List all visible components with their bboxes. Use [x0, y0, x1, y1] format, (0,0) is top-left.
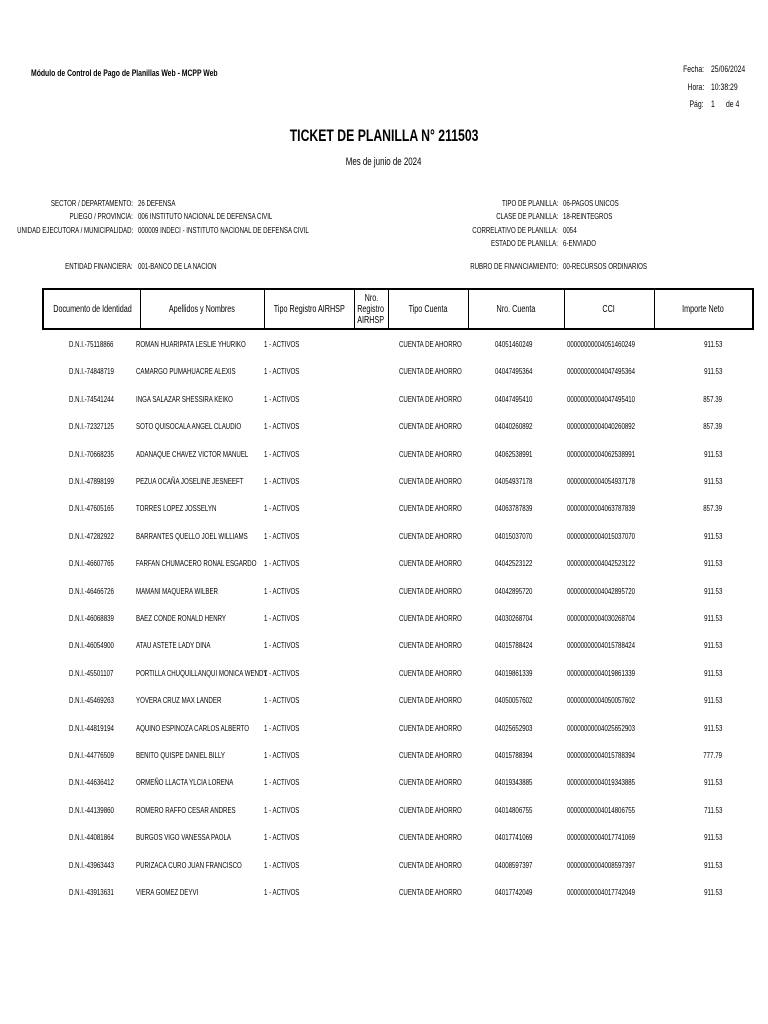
- cell-cci: 00000000004042895720: [567, 585, 636, 596]
- cell-importe: 711.53: [703, 804, 722, 815]
- cell-importe: 911.53: [703, 476, 722, 486]
- meta-label-sector: SECTOR / DEPARTAMENTO:: [50, 198, 133, 208]
- cell-tipo-cuenta: CUENTA DE AHORRO: [399, 476, 462, 486]
- meta-label-estado: ESTADO DE PLANILLA:: [491, 238, 558, 248]
- table-header: [42, 288, 754, 330]
- cell-doc: D.N.I.-45469263: [69, 695, 114, 706]
- cell-cci: 00000000004019343885: [567, 777, 636, 788]
- cell-nro-cuenta: 04051460249: [495, 339, 533, 349]
- meta-label-pliego: PLIEGO / PROVINCIA:: [69, 211, 133, 221]
- cell-tipo-cuenta: CUENTA DE AHORRO: [399, 887, 462, 897]
- table-row: [0, 467, 768, 494]
- cell-name: BENITO QUISPE DANIEL BILLY: [136, 750, 225, 760]
- cell-tipo-registro: 1 - ACTIVOS: [264, 859, 300, 870]
- cell-tipo-registro: 1 - ACTIVOS: [264, 832, 300, 843]
- cell-importe: 911.53: [703, 695, 722, 706]
- cell-cci: 00000000004014806755: [567, 804, 636, 815]
- table-row: [0, 659, 768, 686]
- table-row: [0, 851, 768, 878]
- cell-tipo-registro: 1 - ACTIVOS: [264, 558, 300, 569]
- fecha-line: [640, 64, 760, 76]
- cell-tipo-cuenta: CUENTA DE AHORRO: [399, 640, 462, 651]
- cell-name: BURGOS VIGO VANESSA PAOLA: [136, 832, 232, 843]
- cell-doc: D.N.I.-74848719: [69, 366, 114, 377]
- cell-importe: 911.53: [703, 585, 722, 596]
- cell-name: PORTILLA CHUQUILLANQUI MONICA WENDY: [136, 667, 268, 678]
- table-row: [0, 412, 768, 439]
- meta-label-correlativo: CORRELATIVO DE PLANILLA:: [472, 225, 558, 235]
- col-header-tipo-registro: Tipo Registro AIRHSP: [273, 303, 345, 315]
- table-row: [0, 494, 768, 521]
- cell-doc: D.N.I.-47282922: [69, 530, 114, 541]
- cell-doc: D.N.I.-43913631: [69, 887, 114, 897]
- cell-name: SOTO QUISOCALA ANGEL CLAUDIO: [136, 421, 242, 432]
- cell-tipo-registro: 1 - ACTIVOS: [264, 503, 300, 514]
- cell-tipo-registro: 1 - ACTIVOS: [264, 613, 300, 623]
- cell-cci: 00000000004017741069: [567, 832, 636, 843]
- module-title: [31, 68, 290, 79]
- cell-tipo-registro: 1 - ACTIVOS: [264, 421, 300, 432]
- cell-tipo-cuenta: CUENTA DE AHORRO: [399, 503, 462, 514]
- cell-importe: 911.53: [703, 859, 722, 870]
- cell-doc: D.N.I.-46054900: [69, 640, 114, 651]
- cell-tipo-cuenta: CUENTA DE AHORRO: [399, 777, 462, 788]
- cell-tipo-registro: 1 - ACTIVOS: [264, 750, 300, 760]
- hora-value: 10:38:29: [711, 82, 738, 93]
- cell-name: YOVERA CRUZ MAX LANDER: [136, 695, 222, 706]
- cell-nro-cuenta: 04054937178: [495, 476, 533, 486]
- cell-tipo-cuenta: CUENTA DE AHORRO: [399, 859, 462, 870]
- meta-label-entidad: ENTIDAD FINANCIERA:: [65, 261, 133, 271]
- hora-line: [640, 82, 760, 94]
- cell-importe: 911.53: [703, 366, 722, 377]
- cell-cci: 00000000004054937178: [567, 476, 636, 486]
- meta-value-pliego: 006 INSTITUTO NACIONAL DE DEFENSA CIVIL: [138, 211, 273, 221]
- month-subtitle-text: Mes de junio de 2024: [346, 156, 422, 168]
- table-row: [0, 686, 768, 713]
- table-row: [0, 823, 768, 850]
- cell-tipo-registro: 1 - ACTIVOS: [264, 804, 300, 815]
- fecha-value: 25/06/2024: [711, 64, 746, 75]
- cell-doc: D.N.I.-44636412: [69, 777, 114, 788]
- cell-importe: 857.39: [703, 503, 722, 514]
- cell-doc: D.N.I.-46607765: [69, 558, 114, 569]
- cell-name: VIERA GOMEZ DEYVI: [136, 887, 199, 897]
- cell-tipo-cuenta: CUENTA DE AHORRO: [399, 339, 462, 349]
- cell-tipo-cuenta: CUENTA DE AHORRO: [399, 585, 462, 596]
- table-row: [0, 714, 768, 741]
- cell-tipo-cuenta: CUENTA DE AHORRO: [399, 366, 462, 377]
- cell-doc: D.N.I.-74541244: [69, 393, 114, 404]
- cell-doc: D.N.I.-44139860: [69, 804, 114, 815]
- fecha-label: Fecha:: [683, 64, 704, 75]
- cell-nro-cuenta: 04047495410: [495, 393, 533, 404]
- table-row: [0, 631, 768, 658]
- cell-nro-cuenta: 04015037070: [495, 530, 533, 541]
- cell-name: ORMEÑO LLACTA YLCIA LORENA: [136, 777, 234, 788]
- cell-cci: 00000000004063787839: [567, 503, 636, 514]
- col-header-importe: Importe Neto: [682, 303, 724, 315]
- cell-nro-cuenta: 04019861339: [495, 667, 533, 678]
- table-row: [0, 768, 768, 795]
- cell-tipo-cuenta: CUENTA DE AHORRO: [399, 695, 462, 706]
- cell-tipo-cuenta: CUENTA DE AHORRO: [399, 393, 462, 404]
- cell-importe: 911.53: [703, 448, 722, 459]
- cell-importe: 911.53: [703, 640, 722, 651]
- cell-tipo-registro: 1 - ACTIVOS: [264, 777, 300, 788]
- col-header-tipo-cuenta: Tipo Cuenta: [408, 303, 448, 315]
- cell-importe: 911.53: [703, 558, 722, 569]
- cell-importe: 911.53: [703, 777, 722, 788]
- page-value: 1: [711, 99, 715, 110]
- table-row: [0, 796, 768, 823]
- cell-tipo-cuenta: CUENTA DE AHORRO: [399, 750, 462, 760]
- cell-cci: 00000000004008597397: [567, 859, 636, 870]
- cell-tipo-cuenta: CUENTA DE AHORRO: [399, 448, 462, 459]
- cell-cci: 00000000004030268704: [567, 613, 636, 623]
- cell-name: ADANAQUE CHAVEZ VICTOR MANUEL: [136, 448, 249, 459]
- page-line: [640, 99, 760, 111]
- cell-name: PEZUA OCAÑA JOSELINE JESNEEFT: [136, 476, 244, 486]
- cell-nro-cuenta: 04008597397: [495, 859, 533, 870]
- cell-name: PURIZACA CURO JUAN FRANCISCO: [136, 859, 242, 870]
- cell-tipo-registro: 1 - ACTIVOS: [264, 530, 300, 541]
- cell-nro-cuenta: 04019343885: [495, 777, 533, 788]
- cell-name: INGA SALAZAR SHESSIRA KEIKO: [136, 393, 233, 404]
- cell-doc: D.N.I.-46466726: [69, 585, 114, 596]
- hora-label: Hora:: [687, 82, 704, 93]
- cell-cci: 00000000004017742049: [567, 887, 636, 897]
- module-title-text: Módulo de Control de Pago de Planillas Web - MCPP Web: [31, 68, 218, 79]
- cell-cci: 00000000004047495364: [567, 366, 636, 377]
- cell-name: ATAU ASTETE LADY DINA: [136, 640, 211, 651]
- cell-tipo-cuenta: CUENTA DE AHORRO: [399, 613, 462, 623]
- cell-name: ROMAN HUARIPATA LESLIE YHURIKO: [136, 339, 246, 349]
- cell-importe: 911.53: [703, 530, 722, 541]
- cell-importe: 777.79: [703, 750, 722, 760]
- cell-name: ROMERO RAFFO CESAR ANDRES: [136, 804, 236, 815]
- cell-name: BARRANTES QUELLO JOEL WILLIAMS: [136, 530, 248, 541]
- meta-value-entidad: 001-BANCO DE LA NACION: [138, 261, 217, 271]
- cell-nro-cuenta: 04030268704: [495, 613, 533, 623]
- table-row: [0, 440, 768, 467]
- cell-cci: 00000000004040260892: [567, 421, 636, 432]
- cell-nro-cuenta: 04015788424: [495, 640, 533, 651]
- col-header-nro-registro: Nro. Registro AIRHSP: [357, 292, 385, 326]
- cell-doc: D.N.I.-44081864: [69, 832, 114, 843]
- cell-tipo-registro: 1 - ACTIVOS: [264, 722, 300, 733]
- cell-importe: 911.53: [703, 613, 722, 623]
- table-row: [0, 522, 768, 549]
- cell-cci: 00000000004015788424: [567, 640, 636, 651]
- cell-importe: 857.39: [703, 421, 722, 432]
- cell-nro-cuenta: 04042895720: [495, 585, 533, 596]
- cell-nro-cuenta: 04014806755: [495, 804, 533, 815]
- cell-tipo-registro: 1 - ACTIVOS: [264, 366, 300, 377]
- cell-tipo-registro: 1 - ACTIVOS: [264, 585, 300, 596]
- meta-value-tipo-planilla: 06-PAGOS UNICOS: [563, 198, 619, 208]
- cell-doc: D.N.I.-46068839: [69, 613, 114, 623]
- col-header-doc: Documento de Identidad: [52, 303, 132, 315]
- cell-cci: 00000000004042523122: [567, 558, 636, 569]
- cell-tipo-cuenta: CUENTA DE AHORRO: [399, 722, 462, 733]
- col-header-nro-cuenta: Nro. Cuenta: [496, 303, 536, 315]
- cell-doc: D.N.I.-43963443: [69, 859, 114, 870]
- cell-doc: D.N.I.-44776509: [69, 750, 114, 760]
- table-row: [0, 577, 768, 604]
- cell-cci: 00000000004051460249: [567, 339, 636, 349]
- cell-name: FARFAN CHUMACERO RONAL ESGARDO: [136, 558, 257, 569]
- cell-tipo-cuenta: CUENTA DE AHORRO: [399, 667, 462, 678]
- cell-importe: 911.53: [703, 339, 722, 349]
- col-header-cci: CCI: [602, 303, 616, 315]
- cell-doc: D.N.I.-44819194: [69, 722, 114, 733]
- table-row: [0, 604, 768, 631]
- cell-name: AQUINO ESPINOZA CARLOS ALBERTO: [136, 722, 250, 733]
- meta-value-rubro: 00-RECURSOS ORDINARIOS: [563, 261, 648, 271]
- ticket-title-text: TICKET DE PLANILLA N° 211503: [289, 126, 479, 145]
- table-row: [0, 878, 768, 905]
- table-row: [0, 385, 768, 412]
- cell-nro-cuenta: 04025652903: [495, 722, 533, 733]
- cell-tipo-cuenta: CUENTA DE AHORRO: [399, 421, 462, 432]
- col-header-name: Apellidos y Nombres: [168, 303, 236, 315]
- cell-doc: D.N.I.-47605165: [69, 503, 114, 514]
- cell-doc: D.N.I.-75118866: [69, 339, 114, 349]
- cell-nro-cuenta: 04063787839: [495, 503, 533, 514]
- page-total: de 4: [726, 99, 740, 110]
- cell-cci: 00000000004050057602: [567, 695, 636, 706]
- cell-importe: 911.53: [703, 832, 722, 843]
- meta-value-unidad: 000009 INDECI - INSTITUTO NACIONAL DE DEFENSA CIVIL: [138, 225, 309, 235]
- cell-nro-cuenta: 04017741069: [495, 832, 533, 843]
- meta-value-estado: 6-ENVIADO: [563, 238, 596, 248]
- table-row: [0, 357, 768, 384]
- cell-tipo-registro: 1 - ACTIVOS: [264, 476, 300, 486]
- cell-doc: D.N.I.-47898199: [69, 476, 114, 486]
- cell-tipo-registro: 1 - ACTIVOS: [264, 887, 300, 897]
- cell-name: CAMARGO PUMAHUACRE ALEXIS: [136, 366, 236, 377]
- cell-importe: 911.53: [703, 887, 722, 897]
- cell-doc: D.N.I.-72327125: [69, 421, 114, 432]
- cell-doc: D.N.I.-70668235: [69, 448, 114, 459]
- cell-nro-cuenta: 04050057602: [495, 695, 533, 706]
- cell-nro-cuenta: 04062538991: [495, 448, 533, 459]
- meta-label-clase-planilla: CLASE DE PLANILLA:: [495, 211, 558, 221]
- month-subtitle: [0, 156, 768, 168]
- cell-tipo-cuenta: CUENTA DE AHORRO: [399, 832, 462, 843]
- cell-cci: 00000000004062538991: [567, 448, 636, 459]
- cell-nro-cuenta: 04042523122: [495, 558, 533, 569]
- cell-nro-cuenta: 04040260892: [495, 421, 533, 432]
- cell-cci: 00000000004025652903: [567, 722, 636, 733]
- page-label: Pág:: [689, 99, 704, 110]
- cell-cci: 00000000004047495410: [567, 393, 636, 404]
- meta-label-unidad: UNIDAD EJECUTORA / MUNICIPALIDAD:: [16, 225, 133, 235]
- cell-tipo-cuenta: CUENTA DE AHORRO: [399, 530, 462, 541]
- cell-name: BAEZ CONDE RONALD HENRY: [136, 613, 227, 623]
- cell-tipo-registro: 1 - ACTIVOS: [264, 695, 300, 706]
- cell-nro-cuenta: 04015788394: [495, 750, 533, 760]
- cell-importe: 911.53: [703, 722, 722, 733]
- cell-cci: 00000000004015037070: [567, 530, 636, 541]
- table-row: [0, 330, 768, 357]
- meta-value-sector: 26 DEFENSA: [138, 198, 176, 208]
- ticket-title: [0, 126, 768, 146]
- table-row: [0, 549, 768, 576]
- cell-tipo-registro: 1 - ACTIVOS: [264, 393, 300, 404]
- table-row: [0, 741, 768, 768]
- cell-tipo-registro: 1 - ACTIVOS: [264, 339, 300, 349]
- cell-cci: 00000000004019861339: [567, 667, 636, 678]
- meta-value-correlativo: 0054: [563, 225, 577, 235]
- cell-importe: 911.53: [703, 667, 722, 678]
- cell-doc: D.N.I.-45501107: [69, 667, 114, 678]
- cell-name: MAMANI MAQUERA WILBER: [136, 585, 218, 596]
- meta-value-clase-planilla: 18-REINTEGROS: [563, 211, 613, 221]
- cell-name: TORRES LOPEZ JOSSELYN: [136, 503, 217, 514]
- cell-nro-cuenta: 04047495364: [495, 366, 533, 377]
- cell-nro-cuenta: 04017742049: [495, 887, 533, 897]
- cell-tipo-registro: 1 - ACTIVOS: [264, 448, 300, 459]
- cell-tipo-cuenta: CUENTA DE AHORRO: [399, 558, 462, 569]
- cell-importe: 857.39: [703, 393, 722, 404]
- cell-cci: 00000000004015788394: [567, 750, 636, 760]
- cell-tipo-cuenta: CUENTA DE AHORRO: [399, 804, 462, 815]
- meta-label-rubro: RUBRO DE FINANCIAMIENTO:: [470, 261, 558, 271]
- meta-label-tipo-planilla: TIPO DE PLANILLA:: [501, 198, 558, 208]
- cell-tipo-registro: 1 - ACTIVOS: [264, 667, 300, 678]
- cell-tipo-registro: 1 - ACTIVOS: [264, 640, 300, 651]
